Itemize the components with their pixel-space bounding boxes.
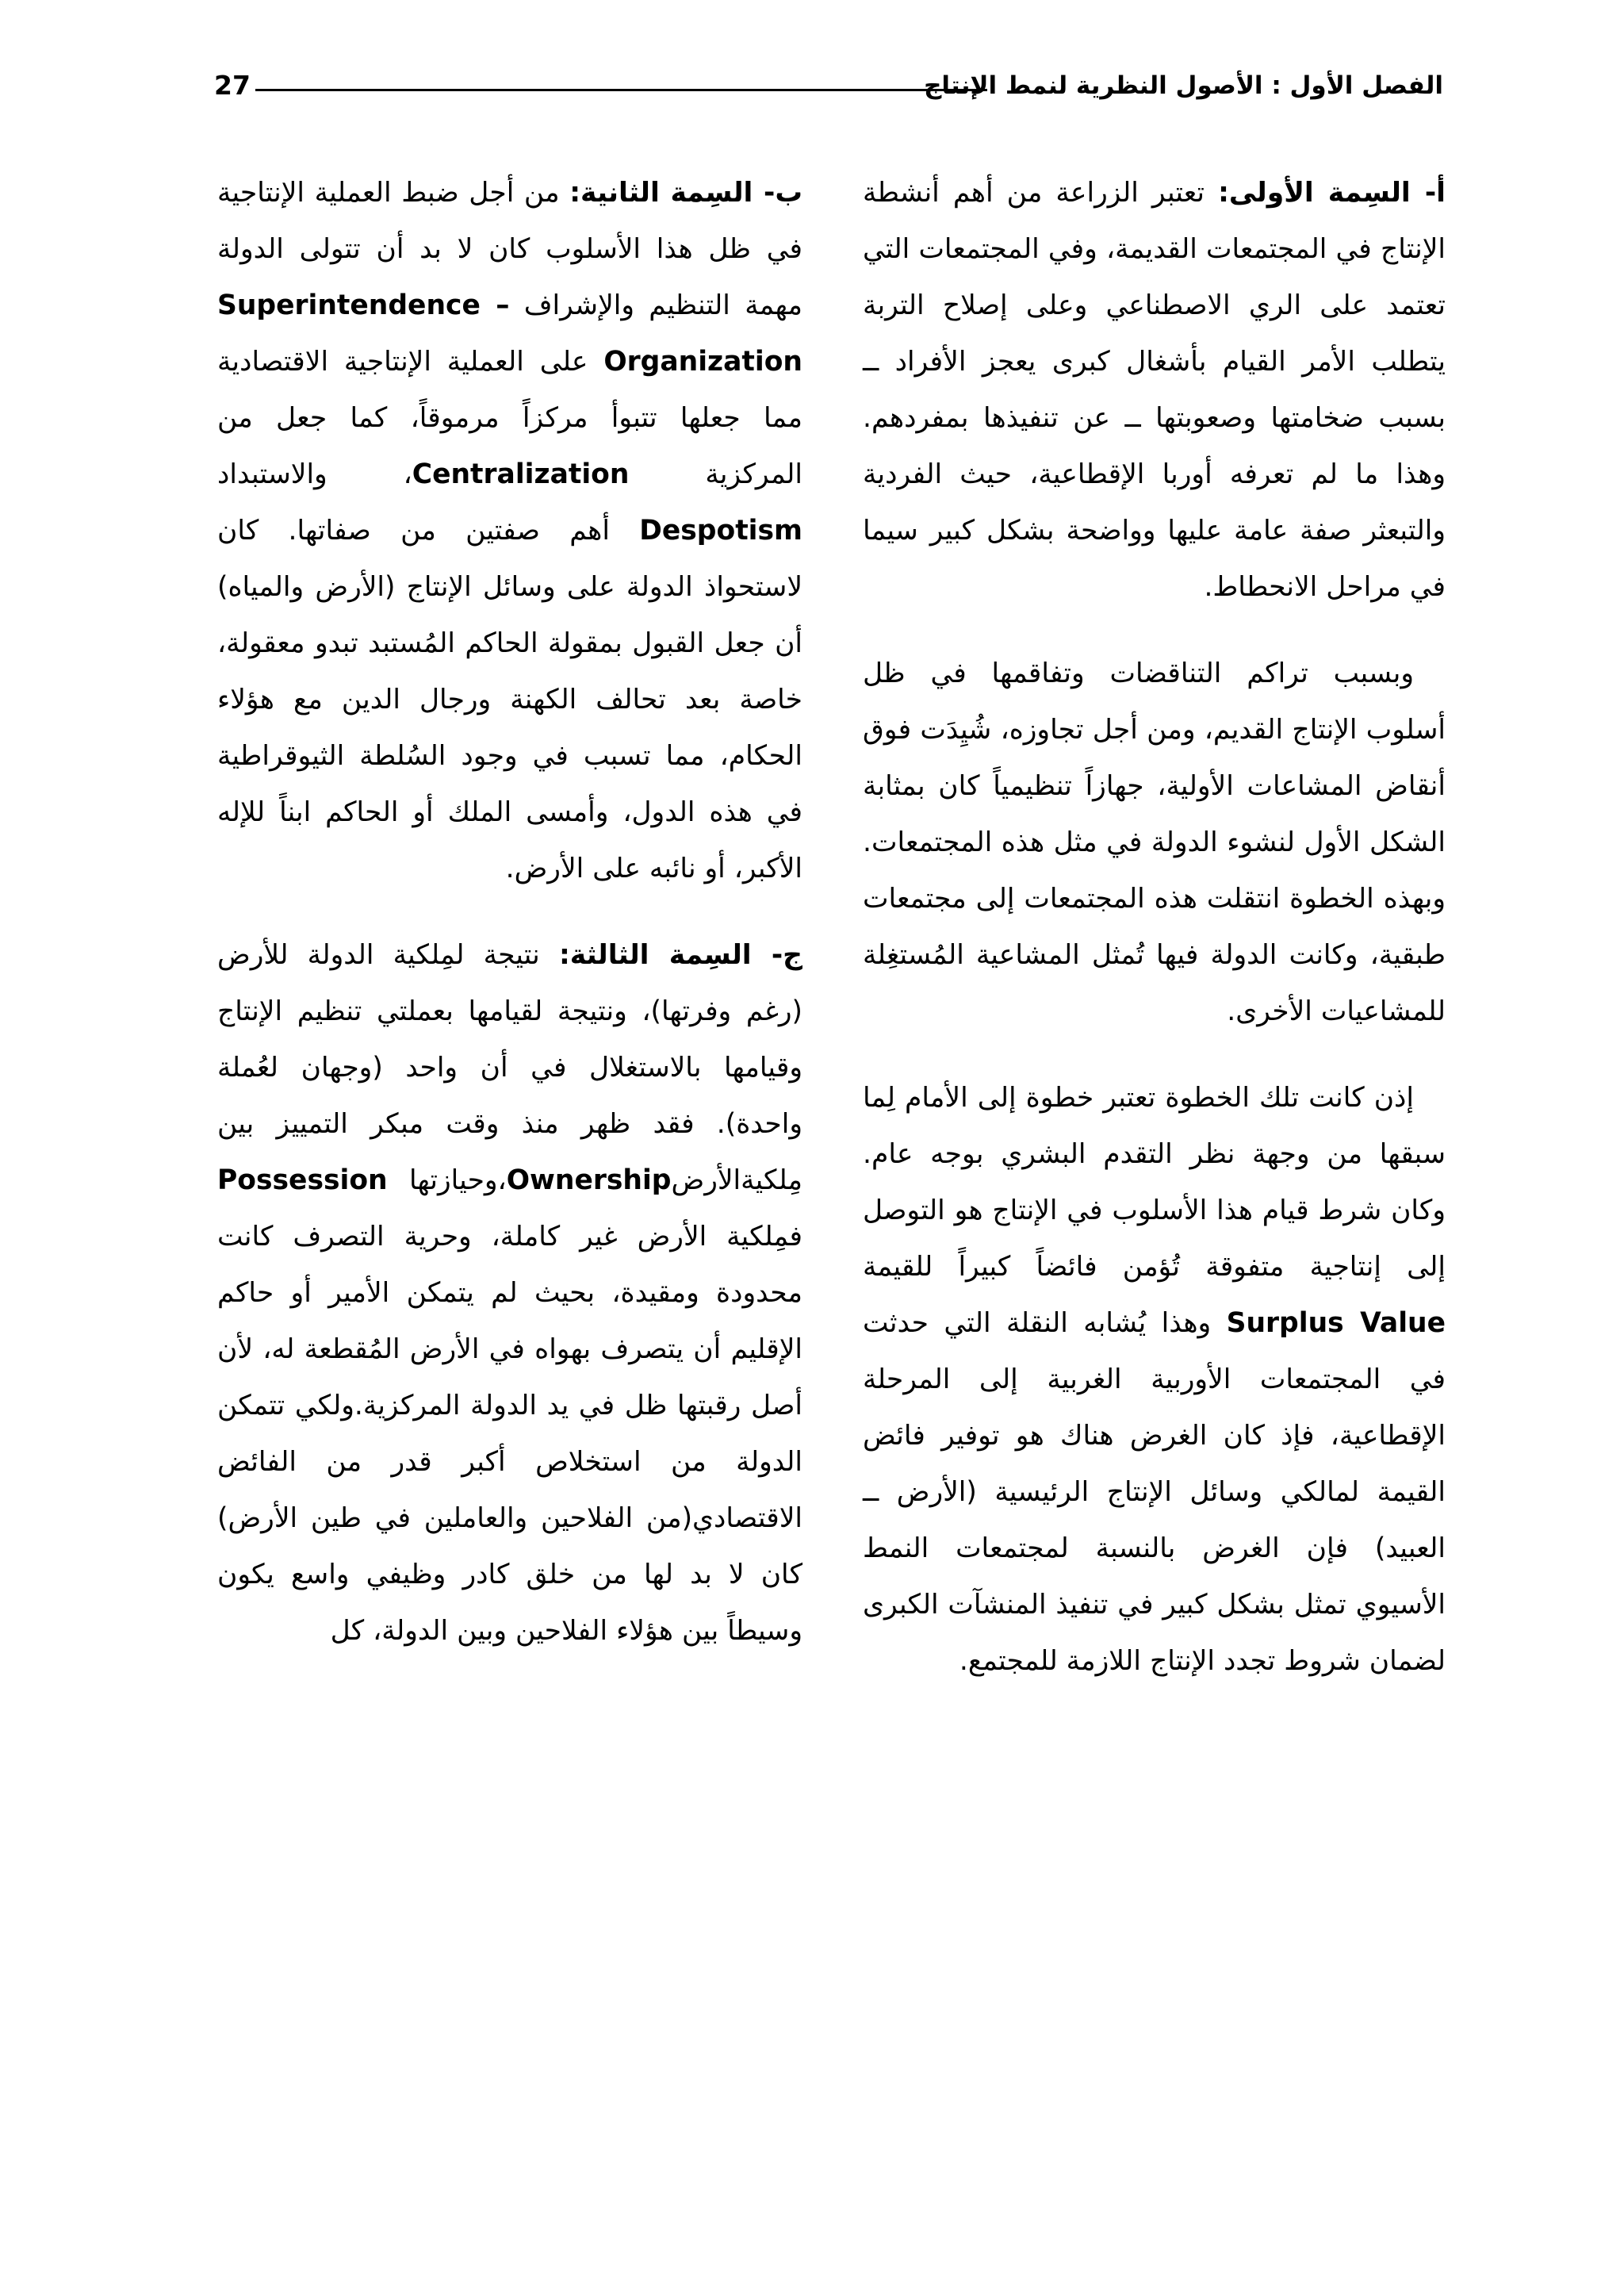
chapter-title: الفصل الأول : الأصول النظرية لنمط الإنتاج [924,71,1443,100]
term-surplus-value: Surplus Value [1226,1307,1446,1339]
first-trait-heading: أ- السِمة الأولى: [1218,177,1446,209]
paragraph-first-trait [863,165,1446,616]
third-trait-heading: ج- السِمة الثالثة: [558,939,802,971]
surplus-text-after: وهذا يُشابه النقلة التي حدثت في المجتمعات الأوربية الغربية إلى المرحلة الإقطاعية، فإذ كان الغرض هناك هو توفير فائض القيمة لمالكي وسائل الإنتاج الرئيسية (الأرض ــ العبيد) فإن الغرض بالنسبة لمجتمعات النمط الأسيوي تمثل بشكل كبير في تنفيذ المنشآت الكبرى لضمان شروط تجدد الإنتاج اللازمة للمجتمع. [863,1307,1446,1677]
contradictions-text: وبسبب تراكم التناقضات وتفاقمها في ظل أسلوب الإنتاج القديم، ومن أجل تجاوزه، شُيِدَت فوق أنقاض المشاعات الأولية، جهازاً تنظيمياً كان بمثابة الشكل الأول لنشوء الدولة في مثل هذه المجتمعات. وبهذه الخطوة انتقلت هذه المجتمعات إلى مجتمعات طبقية، وكانت الدولة فيها تُمثل المشاعية المُستغِلة للمشاعيات الأخرى. [863,658,1446,1027]
third-trait-text-a: نتيجة لمِلكية الدولة للأرض (رغم وفرتها)، ونتيجة لقيامها بعملتي تنظيم الإنتاج وقيامها بالاستغلال في أن واحد (وجهان لعُملة واحدة). فقد ظهر منذ وقت مبكر التمييز بين مِلكيةالأرض [217,939,802,1196]
surplus-text-before: إذن كانت تلك الخطوة تعتبر خطوة إلى الأمام لِما سبقها من وجهة نظر التقدم البشري بوجه عام. وكان شرط قيام هذا الأسلوب في الإنتاج هو التوصل إلى إنتاجية متفوقة تُؤمن فائضاً كبيراً للقيمة [863,1082,1446,1283]
paragraph-second-trait [217,165,802,897]
page-header [214,62,1443,109]
second-trait-text-c: ، والاستبداد [217,458,412,490]
first-trait-text: تعتبر الزراعة من أهم أنشطة الإنتاج في المجتمعات القديمة، وفي المجتمعات التي تعتمد على الري الاصطناعي وعلى إصلاح التربة يتطلب الأمر القيام بأشغال كبرى يعجز الأفراد ــ بسبب ضخامتها وصعوبتها ــ عن تنفيذها بمفردهم. وهذا ما لم تعرفه أوربا الإقطاعية، حيث الفردية والتبعثر صفة عامة عليها وواضحة بشكل كبير سيما في مراحل الانحطاط. [863,177,1446,603]
term-centralization: Centralization [412,458,630,490]
term-possession: Possession [217,1164,388,1196]
term-ownership: Ownership [506,1164,672,1196]
third-trait-text-c: فمِلكية الأرض غير كاملة، وحرية التصرف كانت محدودة ومقيدة، بحيث لم يتمكن الأمير أو حاكم الإقليم أن يتصرف بهواه في الأرض المُقطعة له، لأن أصل رقبتها ظل في يد الدولة المركزية.ولكي تتمكن الدولة من استخلاص أكبر قدر من الفائض الاقتصادي(من الفلاحين والعاملين في طين الأرض) كان لا بد لها من خلق كادر وظيفي واسع يكون وسيطاً بين هؤلاء الفلاحين وبين الدولة، كل [217,1221,802,1647]
second-trait-heading: ب- السِمة الثانية: [569,177,803,209]
paragraph-third-trait [217,927,802,1659]
third-trait-text-b: ،وحيازتها [408,1164,507,1196]
second-trait-text-a: من أجل ضبط العملية الإنتاجية في ظل هذا الأسلوب كان لا بد أن تتولى الدولة مهمة التنظيم والإشراف [217,177,803,321]
header-rule [255,89,987,91]
paragraph-contradictions [863,646,1446,1040]
left-column [217,165,802,1659]
second-trait-text-b: على العملية الإنتاجية الاقتصادية مما جعلها تتبوأ مركزاً مرموقاً، كما جعل من المركزية [217,346,802,490]
paragraph-surplus [863,1070,1446,1690]
term-despotism: Despotism [639,515,802,547]
second-trait-text-d: أهم صفتين من صفاتها. كان لاستحواذ الدولة على وسائل الإنتاج (الأرض والمياه) أن جعل القبول بمقولة الحاكم المُستبد تبدو معقولة، خاصة بعد تحالف الكهنة ورجال الدين مع هؤلاء الحكام، مما تسبب في وجود السُلطة الثيوقراطية في هذه الدول، وأمسى الملك أو الحاكم ابناً للإله الأكبر، أو نائبه على الأرض. [217,515,802,884]
term-superintendence-organization: Superintendence – Organization [217,290,802,378]
right-column [863,165,1446,1690]
page-number: 27 [214,70,251,101]
